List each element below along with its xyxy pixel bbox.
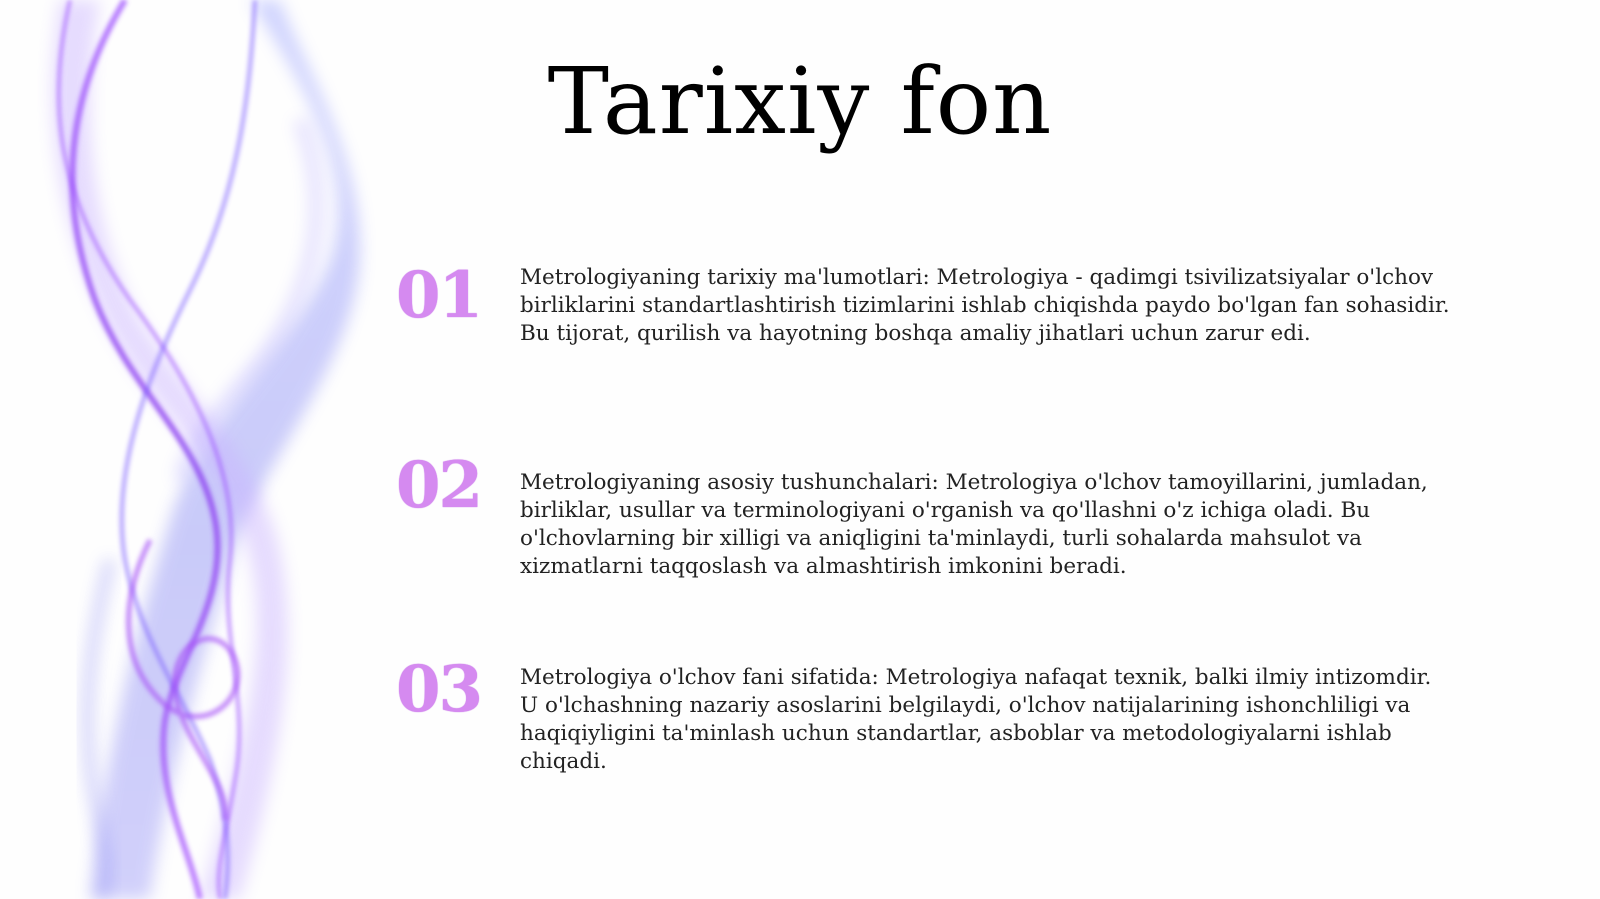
item-text: Metrologiyaning tarixiy ma'lumotlari: Metrologiya - qadimgi tsivilizatsiyalar o'lchov birliklarini standartlashtirish tizimlarini ishlab chiqishda paydo bo'lgan fan sohasidir. Bu tijorat, qurilish va hayotning boshqa amaliy jihatlari uchun zarur edi. (520, 265, 1450, 346)
item-number: 03 (396, 652, 482, 727)
item-text: Metrologiya o'lchov fani sifatida: Metrologiya nafaqat texnik, balki ilmiy intizomdir. U o'lchashning nazariy asoslarini belgilaydi, o'lchov natijalarining ishonchliligi va haqiqiyligini ta'minlash uchun standartlar, asboblar va metodologiyalarni ishlab chiqadi. (520, 665, 1432, 774)
item-number: 02 (396, 448, 482, 523)
item-text: Metrologiyaning asosiy tushunchalari: Metrologiya o'lchov tamoyillarini, jumladan, birliklar, usullar va terminologiyani o'rganish va qo'llashni o'z ichiga oladi. Bu o'lchovlarning bir xilligi va aniqligini ta'minlaydi, turli sohalarda mahsulot va xizmatlarni taqqoslash va almashtirish imkonini beradi. (520, 470, 1428, 579)
item-number: 01 (396, 258, 482, 333)
slide-title: Tarixiy fon (547, 48, 1053, 155)
